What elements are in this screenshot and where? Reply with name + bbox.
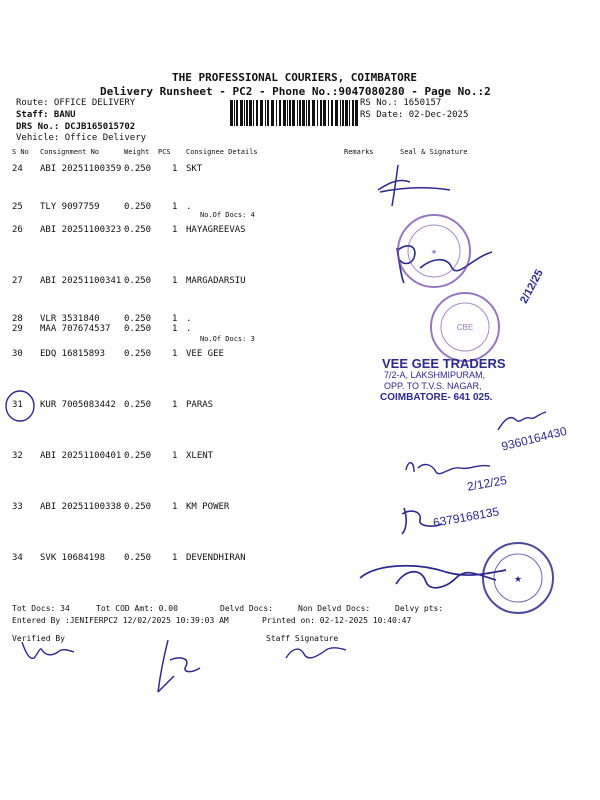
col-pcs: PCS: [158, 148, 171, 156]
vee-gee-stamp-name: VEE GEE TRADERS: [382, 356, 506, 371]
row-consignment: ABI 20251100323: [40, 225, 122, 235]
row-consignee: VEE GEE: [186, 349, 224, 359]
rs-number: RS No.: 1650157: [360, 98, 442, 108]
row-consignee: KM POWER: [186, 502, 230, 512]
row-sno: 26: [12, 225, 23, 235]
entered-by-signature: [150, 636, 210, 696]
row-consignment: TLY 9097759: [40, 202, 100, 212]
col-seal-signature: Seal & Signature: [400, 148, 468, 156]
row-sno: 34: [12, 553, 23, 563]
handwritten-date-1: 2/12/25: [518, 267, 546, 306]
row-consignee: .: [186, 314, 192, 324]
verified-by-signature: [18, 636, 78, 666]
row-sno: 27: [12, 276, 23, 286]
row-consignment: KUR 7005083442: [40, 400, 116, 410]
row-pcs: 1: [172, 202, 178, 212]
barcode-bar: [265, 100, 266, 126]
row-weight: 0.250: [124, 553, 152, 563]
barcode-bar: [246, 100, 248, 126]
row-consignee: XLENT: [186, 451, 214, 461]
row-sno: 30: [12, 349, 23, 359]
barcode-bar: [289, 100, 291, 126]
row-pcs: 1: [172, 502, 178, 512]
row-sno: 32: [12, 451, 23, 461]
barcode-bar: [331, 100, 333, 126]
barcode-bar: [349, 100, 350, 126]
row-weight: 0.250: [124, 324, 152, 334]
route-label: Route: OFFICE DELIVERY: [16, 98, 136, 108]
barcode-bar: [342, 100, 344, 126]
entered-by: Entered By :JENIFERPC2 12/02/2025 10:39:03 AM: [12, 616, 229, 625]
row-consignment: EDQ 16815893: [40, 349, 106, 359]
barcode-bar: [312, 100, 315, 126]
barcode-bar: [256, 100, 258, 126]
printed-on: Printed on: 02-12-2025 10:40:47: [262, 616, 412, 625]
barcode-bar: [236, 100, 238, 126]
row-weight: 0.250: [124, 276, 152, 286]
row-pcs: 1: [172, 225, 178, 235]
round-stamp-cbe: [428, 290, 502, 364]
row-consignee: .: [186, 324, 192, 334]
barcode: [230, 100, 358, 126]
svg-text:★: ★: [430, 249, 438, 256]
barcode-bar: [234, 100, 235, 126]
col-weight: Weight: [124, 148, 150, 156]
row-consignment: ABI 20251100359: [40, 164, 122, 174]
handwritten-date-2: 2/12/25: [466, 473, 508, 494]
round-stamp-bottom: [480, 540, 556, 616]
row-sno: 29: [12, 324, 23, 334]
barcode-bar: [244, 100, 245, 126]
row-pcs: 1: [172, 553, 178, 563]
verified-by-label: Verified By: [12, 634, 65, 643]
barcode-bar: [267, 100, 269, 126]
row-weight: 0.250: [124, 349, 152, 359]
total-cod-amount: Tot COD Amt: 0.00: [96, 604, 178, 613]
col-consignee: Consignee Details: [186, 148, 258, 156]
row-weight: 0.250: [124, 451, 152, 461]
barcode-bar: [297, 100, 298, 126]
svg-text:★: ★: [513, 574, 523, 584]
row-consignment: SVK 10684198: [40, 553, 106, 563]
row-consignment: MAA 707674537: [40, 324, 111, 334]
barcode-bar: [317, 100, 318, 126]
drs-number: DRS No.: DCJB165015702: [16, 122, 136, 132]
rs-date: RS Date: 02-Dec-2025: [360, 110, 469, 120]
barcode-bar: [345, 100, 348, 126]
barcode-bar: [271, 100, 274, 126]
round-stamp-top: [395, 212, 473, 290]
circled-row-31: [3, 388, 39, 424]
row-consignee: MARGADARSIU: [186, 276, 246, 286]
staff-signature-label: Staff Signature: [266, 634, 339, 643]
barcode-bar: [302, 100, 305, 126]
row-pcs: 1: [172, 314, 178, 324]
row-consignee: PARAS: [186, 400, 214, 410]
vee-gee-stamp-address-1: 7/2-A, LAKSHMIPURAM,: [384, 370, 486, 380]
row-note: No.Of Docs: 4: [200, 211, 255, 219]
barcode-bar: [340, 100, 341, 126]
barcode-bar: [276, 100, 277, 126]
row-weight: 0.250: [124, 400, 152, 410]
vee-gee-stamp-address-3: COIMBATORE- 641 025.: [380, 392, 493, 403]
staff-label: Staff: BANU: [16, 110, 76, 120]
row-weight: 0.250: [124, 502, 152, 512]
barcode-bar: [355, 100, 358, 126]
company-title: THE PROFESSIONAL COURIERS, COIMBATORE: [172, 71, 418, 84]
row-pcs: 1: [172, 324, 178, 334]
barcode-bar: [306, 100, 307, 126]
handwritten-phone-1: 9360164430: [500, 423, 569, 454]
row-sno: 28: [12, 314, 23, 324]
barcode-bar: [240, 100, 243, 126]
row-consignee: SKT: [186, 164, 203, 174]
row-sno: 31: [12, 400, 23, 410]
barcode-bar: [320, 100, 322, 126]
barcode-bar: [299, 100, 301, 126]
row-pcs: 1: [172, 349, 178, 359]
row-pcs: 1: [172, 400, 178, 410]
barcode-bar: [308, 100, 310, 126]
runsheet-subtitle: Delivery Runsheet - PC2 - Phone No.:9047080280 - Page No.:2: [100, 85, 491, 98]
cbe-stamp-label: CBE: [456, 323, 474, 332]
barcode-bar: [230, 100, 233, 126]
col-consignment: Consignment No: [40, 148, 100, 156]
row-consignment: ABI 20251100401: [40, 451, 122, 461]
barcode-bar: [328, 100, 329, 126]
row-note: No.Of Docs: 3: [200, 335, 255, 343]
barcode-bar: [283, 100, 286, 126]
row-pcs: 1: [172, 164, 178, 174]
barcode-bar: [260, 100, 263, 126]
barcode-bar: [335, 100, 338, 126]
handwritten-phone-2: 6379168135: [432, 504, 501, 530]
row-consignee: DEVENDHIRAN: [186, 553, 246, 563]
col-remarks: Remarks: [344, 148, 374, 156]
row-sno: 33: [12, 502, 23, 512]
barcode-bar: [279, 100, 281, 126]
row-weight: 0.250: [124, 225, 152, 235]
row-sno: 24: [12, 164, 23, 174]
row-consignee: HAYAGREEVAS: [186, 225, 246, 235]
barcode-bar: [287, 100, 288, 126]
delivered-docs: Delvd Docs:: [220, 604, 273, 613]
row-pcs: 1: [172, 276, 178, 286]
row-weight: 0.250: [124, 164, 152, 174]
row-pcs: 1: [172, 451, 178, 461]
col-sno: S No: [12, 148, 29, 156]
row-sno: 25: [12, 202, 23, 212]
total-docs: Tot Docs: 34: [12, 604, 70, 613]
row-consignment: ABI 20251100341: [40, 276, 122, 286]
barcode-bar: [253, 100, 254, 126]
delivery-points: Delvy pts:: [395, 604, 444, 613]
vehicle-label: Vehicle: Office Delivery: [16, 133, 147, 143]
barcode-bar: [352, 100, 354, 126]
row-consignment: VLR 3531840: [40, 314, 100, 324]
row-consignee: .: [186, 202, 192, 212]
row-weight: 0.250: [124, 202, 152, 212]
row-consignment: ABI 20251100338: [40, 502, 122, 512]
staff-signature: [282, 638, 352, 668]
row-weight: 0.250: [124, 314, 152, 324]
barcode-bar: [323, 100, 326, 126]
signature-row-24: [370, 160, 460, 210]
non-delivered-docs: Non Delvd Docs:: [298, 604, 371, 613]
barcode-bar: [249, 100, 252, 126]
barcode-bar: [292, 100, 295, 126]
vee-gee-stamp-address-2: OPP. TO T.V.S. NAGAR,: [384, 381, 482, 391]
